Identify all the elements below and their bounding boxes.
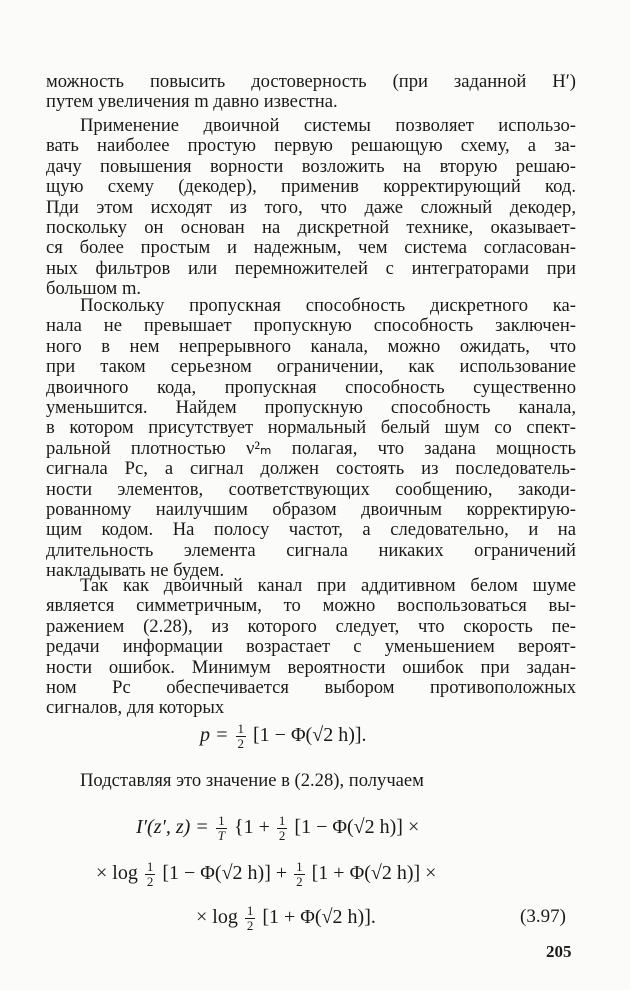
fraction-numerator: 1 [146,859,154,874]
text-line: ном Pс обеспечивается выбором противоположных [46,677,576,699]
text-line: в котором присутствует нормальный белый шум со спект- [46,417,576,439]
paragraph-4 [46,576,576,719]
text-line: Поскольку пропускная способность дискретного ка- [80,295,576,316]
formula-2-line-1 [136,814,419,843]
fraction [216,814,227,843]
formula-p [200,722,367,751]
text-line: при таком серьезном ограничении, как использование [46,356,576,378]
fraction [145,860,156,889]
text-line: сигнала Pс, а сигнал должен состоять из последователь- [46,458,576,480]
text-line: ности элементов, соответствующих сообщению, закоди- [46,478,576,500]
text-line: щую схему (декодер), применив корректирующий код. [46,176,576,198]
formula-lhs: I′(z′, z) = [136,816,209,839]
fraction-numerator: 1 [237,721,244,736]
formula-rhs: [1 − Φ(√2 h)]. [253,724,367,747]
text-line: дачу повышения ворности возложить на вторую решаю- [46,155,576,177]
fraction-denominator: 2 [237,736,244,751]
formula-lhs: p = [200,724,229,747]
fraction [277,814,288,843]
text-line: нала не превышает пропускную способность заключен- [46,315,576,337]
text-line: Так как двоичный канал при аддитивном белом шуме [80,575,576,596]
fraction [294,860,305,889]
formula-part: [1 − Φ(√2 h)] + [162,862,288,885]
fraction-denominator: T [217,828,226,843]
text-line: редачи информации возрастает с уменьшением вероят- [46,636,576,658]
substitution-sentence [80,770,424,792]
formula-part: × log [96,862,138,885]
text-line: накладывать не будем. [46,560,225,582]
paragraph-3 [46,296,576,582]
fraction-denominator: 2 [278,828,286,843]
fraction-denominator: 2 [146,874,154,889]
text-line: уменьшится. Найдем пропускную способность канала, [46,397,576,419]
formula-part: {1 + [234,816,270,839]
text-line: ражением (2.28), из которого следует, что скорость пе- [46,615,576,637]
formula-2-line-3 [196,904,376,933]
fraction [236,722,247,751]
formula-part: [1 − Φ(√2 h)] × [294,816,420,839]
text-line: длительность элемента сигнала никаких ограничений [46,539,576,561]
text-line: ральной плотностью ν²ₘ полагая, что задана мощность [46,437,576,459]
fraction-numerator: 1 [296,859,303,874]
text-line: Применение двоичной системы позволяет использо- [80,115,576,136]
paragraph-1 [46,72,576,113]
text-line: вать наиболее простую первую решающую схему, а за- [46,135,576,157]
formula-part: [1 + Φ(√2 h)] × [311,862,437,885]
text-line: щим кодом. На полосу частот, а следовательно, и на [46,519,576,541]
equation-number: (3.97) [520,906,566,927]
text-line: является симметричным, то можно воспользоваться вы- [46,595,576,617]
substitution-text: Подставляя это значение в (2.28), получаем [80,770,424,791]
fraction-numerator: 1 [278,813,286,828]
fraction-numerator: 1 [216,814,227,829]
formula-part: × log [196,906,238,929]
text-line: большом m. [46,278,142,300]
formula-2-line-2 [96,860,436,889]
paragraph-2 [46,116,576,300]
formula-part: [1 + Φ(√2 h)]. [262,906,376,929]
text-line: путем увеличения m давно известна. [46,91,338,113]
page-number: 205 [546,942,572,961]
text-line: рованному наилучшим образом двоичным корректирую- [46,499,576,521]
text-line: Пди этом исходят из того, что даже сложный декодер, [46,196,576,218]
fraction-denominator: 2 [246,918,254,933]
text-line: поскольку он основан на дискретной технике, оказывает- [46,217,576,239]
fraction [245,904,256,933]
text-line: ных фильтров или перемножителей с интеграторами при [46,257,576,279]
text-line: ся более простым и надежным, чем система согласован- [46,237,576,259]
fraction-denominator: 2 [296,874,303,889]
text-line: ного в нем непрерывного канала, можно ожидать, что [46,335,576,357]
fraction-numerator: 1 [246,903,254,918]
text-line: сигналов, для которых [46,697,225,719]
text-line: двоичного кода, пропускная способность существенно [46,376,576,398]
text-line: можность повысить достоверность (при заданной H′) [46,71,576,92]
text-line: ности ошибок. Минимум вероятности ошибок при задан- [46,656,576,678]
